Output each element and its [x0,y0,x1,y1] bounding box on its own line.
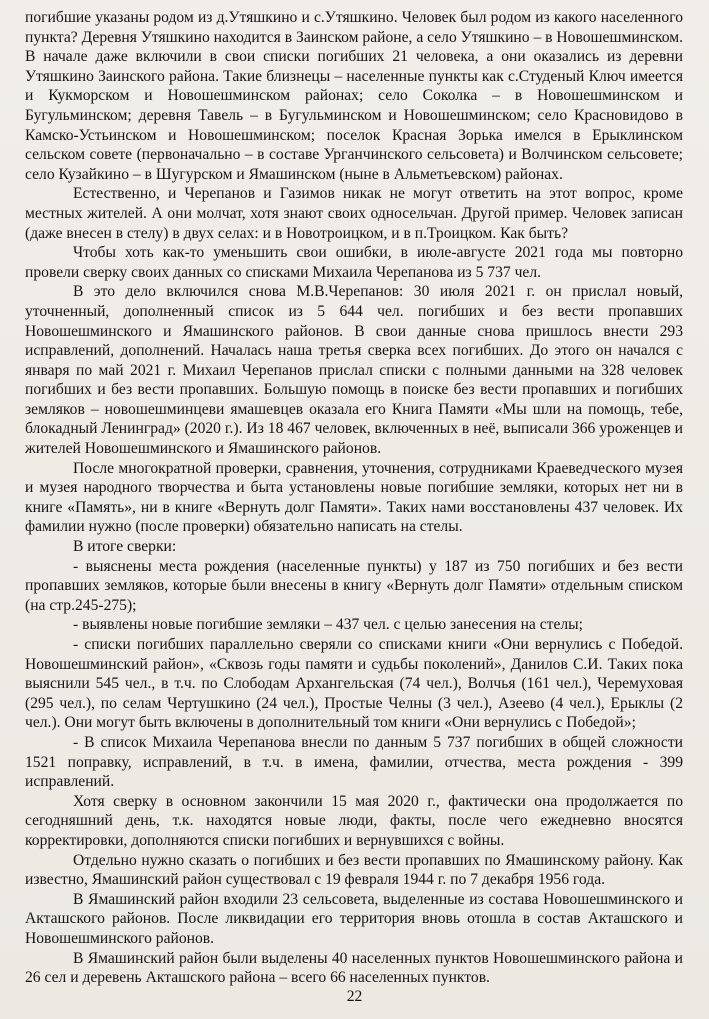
text-body [25,8,683,988]
paragraph: Чтобы хоть как-то уменьшить свои ошибки, в июле-августе 2021 года мы повторно провели сверку своих данных со списками Михаила Черепанова из 5 737 чел. [25,244,683,281]
paragraph: Естественно, и Черепанов и Газимов никак не могут ответить на этот вопрос, кроме местных жителей. А они молчат, хотя знают своих односельчан. Другой пример. Человек записан (даже внесен в стелу) в двух селах: и в Новотроицком, и в п.Троицком. Как быть? [25,185,683,242]
page-number: 22 [346,988,363,1005]
list-item: - выявлены новые погибшие земляки – 437 чел. с целью занесения на стелы; [73,616,583,634]
paragraph: После многократной проверки, сравнения, уточнения, сотрудниками Краеведческого музея и музея народного творчества и быта установлены новые погибшие земляки, которых нет ни в книге «Память», ни в книге «Вернуть долг Памяти». Таких нами восстановлены 437 человек. Их фамилии нужно (после проверки) обязательно написать на стелы. [25,459,683,536]
paragraph: В итоге сверки: [73,538,177,556]
paragraph: погибшие указаны родом из д.Утяшкино и с.Утяшкино. Человек был родом из какого населенного пункта? Деревня Утяшкино находится в Заинском районе, а село Утяшкино – в Новошешминском. В начале даже включили в свои списки погибших 21 человека, а они оказались из деревни Утяшкино Заинского района. Такие близнецы – населенные пункты как с.Студеный Ключ имеется и Кукморском и Новошешминском районах; село Соколка – в Новошешминском и Бугульминском; деревня Тавель – в Бугульминском и Новошешминском; село Красновидово в Камско-Устьинском и Новошешминском; поселок Красная Зорька имелся в Ерыклинском сельском совете (первоначально – в составе Урганчинского сельсовета) и Волчинском сельсовете; село Кузайкино – в Шугурском и Ямашинском (ныне в Альметьевском) районах. [25,9,683,183]
paragraph: Отдельно нужно сказать о погибших и без вести пропавших по Ямашинскому району. Как известно, Ямашинский район существовал с 19 февраля 1944 г. по 7 декабря 1956 года. [25,851,683,889]
list-item: - списки погибших параллельно сверяли со списками книги «Они вернулись с Победой. Новошешминский район», «Сквозь годы памяти и судьбы поколений», Данилов С.И. Таких пока выяснили 545 чел., в т.ч. по Слободам Архангельская (74 чел.), Волчья (161 чел.), Черемуховая (295 чел.), по селам Чертушкино (24 чел.), Простые Челны (3 чел.), Азеево (4 чел.), Ерыклы (2 чел.). Они могут быть включены в дополнительный том книги «Они вернулись с Победой»; [25,636,683,732]
paragraph: В Ямашинский район входили 23 сельсовета, выделенные из состава Новошешминского и Акташского районов. После ликвидации его территория вновь отошла в состав Акташского и Новошешминского районов. [25,890,683,947]
list-item: - выяснены места рождения (населенные пункты) у 187 из 750 погибших и без вести пропавших земляков, которые были внесены в книгу «Вернуть долг Памяти» отдельным списком (на стр.245-275); [25,557,683,614]
paragraph: В Ямашинский район были выделены 40 населенных пунктов Новошешминского района и 26 сел и деревень Акташского района – всего 66 населенных пунктов. [25,949,683,987]
paragraph: В это дело включился снова М.В.Черепанов: 30 июля 2021 г. он прислал новый, уточненный, дополненный список из 5 644 чел. погибших и без вести пропавших Новошешминского и Ямашинского районов. В свои данные снова пришлось внести 293 исправлений, дополнений. Началась наша третья сверка всех погибших. До этого он начался с января по май 2021 г. Михаил Черепанов прислал списки с полными данными на 328 человек погибших и без вести пропавших. Большую помощь в поиске без вести пропавших и погибших земляков – новошешминцеви ямашевцев оказала его Книга Памяти «Мы шли на помощь, тебе, блокадный Ленинград» (2020 г.). Из 18 467 человек, включенных в неё, выписали 366 уроженцев и жителей Новошешминского и Ямашинского районов. [25,283,683,458]
list-item: - В список Михаила Черепанова внесли по данным 5 737 погибших в общей сложности 1521 поправку, исправлений, в т.ч. в имена, фамилии, отчества, места рождения - 399 исправлений. [25,733,683,791]
paragraph: Хотя сверку в основном закончили 15 мая 2020 г., фактически она продолжается по сегодняшний день, т.к. находятся новые люди, факты, после чего ежедневно вносятся корректировки, дополняются списки погибших и вернувшихся с войны. [25,792,683,849]
